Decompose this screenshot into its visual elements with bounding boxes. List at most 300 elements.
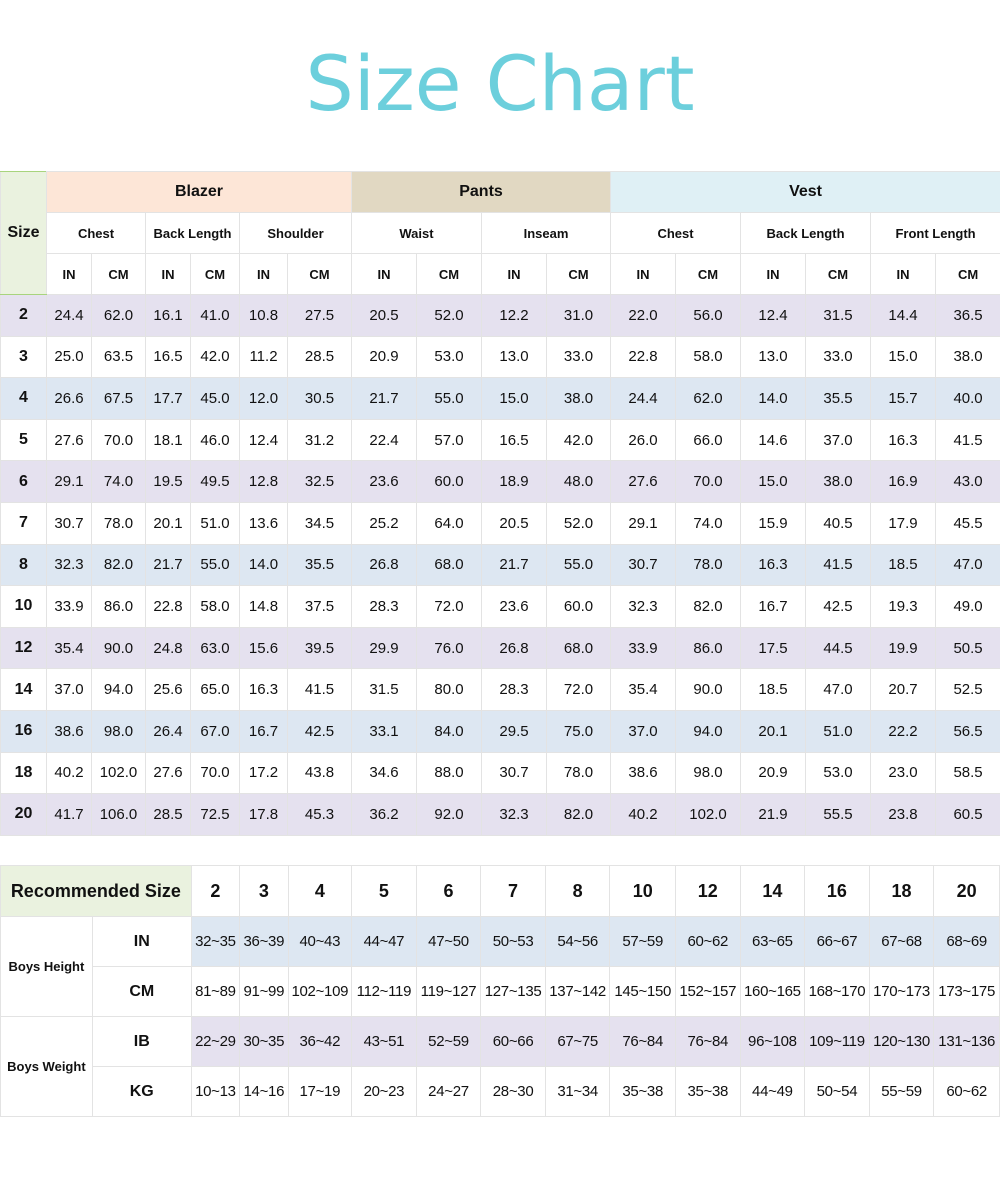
table-row bbox=[1, 669, 1000, 711]
measurement-cell: 40.5 bbox=[806, 502, 871, 544]
recommended-size-header: 14 bbox=[740, 866, 805, 917]
measurement-cell: 98.0 bbox=[92, 710, 146, 752]
measurement-cell: 17.7 bbox=[146, 378, 191, 420]
measurement-cell: 19.9 bbox=[871, 627, 936, 669]
pants-inseam-header: Inseam bbox=[482, 213, 611, 254]
measurement-cell: 72.5 bbox=[191, 794, 240, 836]
range-cell: 127~135 bbox=[481, 967, 546, 1017]
measurement-cell: 30.7 bbox=[611, 544, 676, 586]
unit-in-header: IN bbox=[871, 254, 936, 295]
range-cell: 35~38 bbox=[610, 1067, 676, 1117]
recommended-size-header: 12 bbox=[676, 866, 741, 917]
measurement-cell: 58.5 bbox=[936, 752, 1000, 794]
measurement-cell: 38.6 bbox=[611, 752, 676, 794]
boys-height-label: Boys Height bbox=[1, 917, 93, 1017]
measurement-cell: 41.5 bbox=[806, 544, 871, 586]
unit-label: CM bbox=[92, 967, 191, 1017]
measurement-cell: 37.0 bbox=[806, 419, 871, 461]
measurement-cell: 92.0 bbox=[417, 794, 482, 836]
range-cell: 76~84 bbox=[676, 1017, 741, 1067]
measurement-cell: 19.3 bbox=[871, 586, 936, 628]
measurement-cell: 32.5 bbox=[288, 461, 352, 503]
range-cell: 40~43 bbox=[288, 917, 352, 967]
table-row bbox=[1, 1067, 1000, 1117]
measurement-cell: 68.0 bbox=[417, 544, 482, 586]
measurement-cell: 90.0 bbox=[676, 669, 741, 711]
measurement-cell: 80.0 bbox=[417, 669, 482, 711]
measurement-cell: 14.8 bbox=[240, 586, 288, 628]
measurement-cell: 16.1 bbox=[146, 295, 191, 337]
measurement-cell: 17.5 bbox=[741, 627, 806, 669]
vest-group-header: Vest bbox=[611, 172, 1000, 213]
measurement-cell: 40.2 bbox=[47, 752, 92, 794]
measurement-cell: 11.2 bbox=[240, 336, 288, 378]
measurement-cell: 16.5 bbox=[482, 419, 547, 461]
measurement-cell: 52.5 bbox=[936, 669, 1000, 711]
recommended-size-title: Recommended Size bbox=[1, 866, 192, 917]
range-cell: 32~35 bbox=[191, 917, 239, 967]
measurement-cell: 72.0 bbox=[547, 669, 611, 711]
measurement-cell: 37.5 bbox=[288, 586, 352, 628]
measurement-cell: 37.0 bbox=[611, 710, 676, 752]
measurement-cell: 12.0 bbox=[240, 378, 288, 420]
measurement-cell: 94.0 bbox=[676, 710, 741, 752]
range-cell: 47~50 bbox=[416, 917, 481, 967]
measurement-cell: 25.6 bbox=[146, 669, 191, 711]
recommended-size-header: 8 bbox=[545, 866, 610, 917]
measurement-cell: 55.0 bbox=[417, 378, 482, 420]
range-cell: 91~99 bbox=[240, 967, 288, 1017]
measurement-cell: 35.4 bbox=[47, 627, 92, 669]
measurement-cell: 33.0 bbox=[547, 336, 611, 378]
table-row bbox=[1, 544, 1000, 586]
measurement-cell: 36.5 bbox=[936, 295, 1000, 337]
range-cell: 76~84 bbox=[610, 1017, 676, 1067]
measurement-cell: 32.3 bbox=[47, 544, 92, 586]
measurement-cell: 45.3 bbox=[288, 794, 352, 836]
measurement-cell: 78.0 bbox=[92, 502, 146, 544]
measurement-cell: 14.4 bbox=[871, 295, 936, 337]
measurement-cell: 14.6 bbox=[741, 419, 806, 461]
size-cell: 14 bbox=[1, 669, 47, 711]
range-cell: 96~108 bbox=[740, 1017, 805, 1067]
measurement-cell: 16.7 bbox=[240, 710, 288, 752]
measurement-cell: 36.2 bbox=[352, 794, 417, 836]
measurement-cell: 21.7 bbox=[352, 378, 417, 420]
measurement-cell: 98.0 bbox=[676, 752, 741, 794]
recommended-size-header: 5 bbox=[352, 866, 417, 917]
measurement-cell: 18.5 bbox=[741, 669, 806, 711]
measurement-cell: 35.5 bbox=[288, 544, 352, 586]
measurement-cell: 67.5 bbox=[92, 378, 146, 420]
measurement-cell: 41.0 bbox=[191, 295, 240, 337]
range-cell: 66~67 bbox=[805, 917, 870, 967]
measurement-cell: 27.6 bbox=[146, 752, 191, 794]
measurement-cell: 63.0 bbox=[191, 627, 240, 669]
measurement-cell: 27.6 bbox=[611, 461, 676, 503]
range-cell: 24~27 bbox=[416, 1067, 481, 1117]
boys-weight-label: Boys Weight bbox=[1, 1017, 93, 1117]
range-cell: 20~23 bbox=[352, 1067, 417, 1117]
measurement-cell: 58.0 bbox=[676, 336, 741, 378]
measurement-cell: 55.5 bbox=[806, 794, 871, 836]
table-row bbox=[1, 917, 1000, 967]
measurement-cell: 70.0 bbox=[191, 752, 240, 794]
range-cell: 131~136 bbox=[934, 1017, 1000, 1067]
measurement-cell: 13.0 bbox=[741, 336, 806, 378]
recommended-size-header: 10 bbox=[610, 866, 676, 917]
measurement-cell: 13.6 bbox=[240, 502, 288, 544]
measurement-cell: 90.0 bbox=[92, 627, 146, 669]
measurement-cell: 88.0 bbox=[417, 752, 482, 794]
unit-cm-header: CM bbox=[417, 254, 482, 295]
size-cell: 2 bbox=[1, 295, 47, 337]
measurement-cell: 20.7 bbox=[871, 669, 936, 711]
measurement-cell: 28.3 bbox=[482, 669, 547, 711]
range-cell: 57~59 bbox=[610, 917, 676, 967]
range-cell: 28~30 bbox=[481, 1067, 546, 1117]
measurement-cell: 49.5 bbox=[191, 461, 240, 503]
measurement-cell: 25.2 bbox=[352, 502, 417, 544]
unit-cm-header: CM bbox=[547, 254, 611, 295]
measurement-cell: 31.2 bbox=[288, 419, 352, 461]
vest-front-length-header: Front Length bbox=[871, 213, 1000, 254]
range-cell: 17~19 bbox=[288, 1067, 352, 1117]
unit-cm-header: CM bbox=[288, 254, 352, 295]
size-column-header: Size bbox=[1, 172, 47, 295]
measurement-cell: 44.5 bbox=[806, 627, 871, 669]
measurement-cell: 94.0 bbox=[92, 669, 146, 711]
measurement-cell: 24.4 bbox=[47, 295, 92, 337]
measurement-cell: 20.1 bbox=[146, 502, 191, 544]
unit-in-header: IN bbox=[352, 254, 417, 295]
unit-cm-header: CM bbox=[191, 254, 240, 295]
range-cell: 50~53 bbox=[481, 917, 546, 967]
recommended-size-header: 4 bbox=[288, 866, 352, 917]
range-cell: 43~51 bbox=[352, 1017, 417, 1067]
range-cell: 30~35 bbox=[240, 1017, 288, 1067]
measurement-cell: 70.0 bbox=[676, 461, 741, 503]
measurement-cell: 38.0 bbox=[806, 461, 871, 503]
measurement-cell: 23.6 bbox=[352, 461, 417, 503]
measurement-cell: 72.0 bbox=[417, 586, 482, 628]
measurement-cell: 68.0 bbox=[547, 627, 611, 669]
measurement-cell: 42.0 bbox=[191, 336, 240, 378]
measurement-cell: 13.0 bbox=[482, 336, 547, 378]
measurement-cell: 45.5 bbox=[936, 502, 1000, 544]
measurement-cell: 12.4 bbox=[741, 295, 806, 337]
recommended-size-header: 6 bbox=[416, 866, 481, 917]
measurement-cell: 65.0 bbox=[191, 669, 240, 711]
range-cell: 67~75 bbox=[545, 1017, 610, 1067]
measurement-cell: 102.0 bbox=[92, 752, 146, 794]
measurement-cell: 40.2 bbox=[611, 794, 676, 836]
measurement-cell: 55.0 bbox=[191, 544, 240, 586]
measurement-cell: 21.7 bbox=[482, 544, 547, 586]
measurement-cell: 48.0 bbox=[547, 461, 611, 503]
measurement-cell: 84.0 bbox=[417, 710, 482, 752]
size-cell: 10 bbox=[1, 586, 47, 628]
measurement-cell: 55.0 bbox=[547, 544, 611, 586]
measurement-cell: 39.5 bbox=[288, 627, 352, 669]
pants-waist-header: Waist bbox=[352, 213, 482, 254]
measurement-cell: 12.8 bbox=[240, 461, 288, 503]
measurement-cell: 53.0 bbox=[806, 752, 871, 794]
unit-label: IN bbox=[92, 917, 191, 967]
measurement-cell: 43.0 bbox=[936, 461, 1000, 503]
measurement-cell: 27.5 bbox=[288, 295, 352, 337]
measurement-cell: 63.5 bbox=[92, 336, 146, 378]
measurement-cell: 37.0 bbox=[47, 669, 92, 711]
recommended-size-table bbox=[0, 865, 1000, 1117]
pants-group-header: Pants bbox=[352, 172, 611, 213]
measurement-cell: 33.9 bbox=[611, 627, 676, 669]
vest-chest-header: Chest bbox=[611, 213, 741, 254]
unit-in-header: IN bbox=[611, 254, 676, 295]
measurement-cell: 45.0 bbox=[191, 378, 240, 420]
measurement-cell: 14.0 bbox=[240, 544, 288, 586]
measurement-cell: 24.4 bbox=[611, 378, 676, 420]
unit-label: IB bbox=[92, 1017, 191, 1067]
unit-in-header: IN bbox=[146, 254, 191, 295]
unit-cm-header: CM bbox=[936, 254, 1000, 295]
measurement-cell: 32.3 bbox=[482, 794, 547, 836]
range-cell: 109~119 bbox=[805, 1017, 870, 1067]
measurement-cell: 31.5 bbox=[806, 295, 871, 337]
measurement-cell: 15.0 bbox=[871, 336, 936, 378]
measurement-cell: 23.6 bbox=[482, 586, 547, 628]
measurement-cell: 28.3 bbox=[352, 586, 417, 628]
measurement-cell: 22.8 bbox=[611, 336, 676, 378]
measurement-cell: 29.9 bbox=[352, 627, 417, 669]
size-cell: 7 bbox=[1, 502, 47, 544]
measurement-cell: 12.4 bbox=[240, 419, 288, 461]
measurement-cell: 86.0 bbox=[676, 627, 741, 669]
measurement-cell: 26.8 bbox=[352, 544, 417, 586]
measurement-cell: 52.0 bbox=[417, 295, 482, 337]
measurement-cell: 29.1 bbox=[611, 502, 676, 544]
table-row bbox=[1, 378, 1000, 420]
measurement-cell: 30.7 bbox=[482, 752, 547, 794]
size-cell: 12 bbox=[1, 627, 47, 669]
range-cell: 160~165 bbox=[740, 967, 805, 1017]
measurement-cell: 51.0 bbox=[191, 502, 240, 544]
measurement-cell: 12.2 bbox=[482, 295, 547, 337]
range-cell: 137~142 bbox=[545, 967, 610, 1017]
measurement-cell: 20.5 bbox=[352, 295, 417, 337]
measurement-cell: 47.0 bbox=[806, 669, 871, 711]
measurement-cell: 64.0 bbox=[417, 502, 482, 544]
measurement-cell: 26.0 bbox=[611, 419, 676, 461]
measurement-cell: 31.5 bbox=[352, 669, 417, 711]
measurement-cell: 29.5 bbox=[482, 710, 547, 752]
measurement-cell: 20.9 bbox=[741, 752, 806, 794]
measurement-cell: 18.5 bbox=[871, 544, 936, 586]
measurement-cell: 30.5 bbox=[288, 378, 352, 420]
measurement-cell: 56.0 bbox=[676, 295, 741, 337]
unit-in-header: IN bbox=[482, 254, 547, 295]
measurement-cell: 21.9 bbox=[741, 794, 806, 836]
measurement-cell: 42.5 bbox=[288, 710, 352, 752]
measurement-cell: 16.3 bbox=[871, 419, 936, 461]
measurement-cell: 40.0 bbox=[936, 378, 1000, 420]
measurement-cell: 66.0 bbox=[676, 419, 741, 461]
table-row bbox=[1, 627, 1000, 669]
measurement-cell: 33.1 bbox=[352, 710, 417, 752]
measurement-cell: 16.7 bbox=[741, 586, 806, 628]
size-cell: 20 bbox=[1, 794, 47, 836]
range-cell: 54~56 bbox=[545, 917, 610, 967]
measurement-cell: 20.5 bbox=[482, 502, 547, 544]
measurement-cell: 47.0 bbox=[936, 544, 1000, 586]
table-row bbox=[1, 295, 1000, 337]
measurement-cell: 38.0 bbox=[936, 336, 1000, 378]
range-cell: 120~130 bbox=[869, 1017, 934, 1067]
unit-in-header: IN bbox=[741, 254, 806, 295]
range-cell: 35~38 bbox=[676, 1067, 741, 1117]
measurement-cell: 62.0 bbox=[676, 378, 741, 420]
measurement-cell: 86.0 bbox=[92, 586, 146, 628]
measurement-cell: 15.7 bbox=[871, 378, 936, 420]
size-cell: 5 bbox=[1, 419, 47, 461]
recommended-size-header: 2 bbox=[191, 866, 239, 917]
measurement-cell: 106.0 bbox=[92, 794, 146, 836]
recommended-size-header: 16 bbox=[805, 866, 870, 917]
size-chart-table bbox=[0, 171, 1000, 836]
measurement-cell: 70.0 bbox=[92, 419, 146, 461]
blazer-back-length-header: Back Length bbox=[146, 213, 240, 254]
unit-in-header: IN bbox=[240, 254, 288, 295]
size-cell: 8 bbox=[1, 544, 47, 586]
range-cell: 170~173 bbox=[869, 967, 934, 1017]
measurement-cell: 67.0 bbox=[191, 710, 240, 752]
measurement-cell: 15.0 bbox=[741, 461, 806, 503]
measurement-cell: 51.0 bbox=[806, 710, 871, 752]
measurement-cell: 41.7 bbox=[47, 794, 92, 836]
range-cell: 50~54 bbox=[805, 1067, 870, 1117]
table-row bbox=[1, 586, 1000, 628]
measurement-cell: 42.0 bbox=[547, 419, 611, 461]
range-cell: 60~62 bbox=[676, 917, 741, 967]
table-row bbox=[1, 794, 1000, 836]
unit-in-header: IN bbox=[47, 254, 92, 295]
measurement-cell: 17.9 bbox=[871, 502, 936, 544]
measurement-cell: 33.9 bbox=[47, 586, 92, 628]
measurement-cell: 24.8 bbox=[146, 627, 191, 669]
size-cell: 3 bbox=[1, 336, 47, 378]
measurement-cell: 21.7 bbox=[146, 544, 191, 586]
table-row bbox=[1, 502, 1000, 544]
measurement-cell: 60.0 bbox=[547, 586, 611, 628]
measurement-cell: 34.6 bbox=[352, 752, 417, 794]
measurement-cell: 53.0 bbox=[417, 336, 482, 378]
measurement-cell: 31.0 bbox=[547, 295, 611, 337]
range-cell: 119~127 bbox=[416, 967, 481, 1017]
range-cell: 168~170 bbox=[805, 967, 870, 1017]
measurement-cell: 62.0 bbox=[92, 295, 146, 337]
measurement-cell: 32.3 bbox=[611, 586, 676, 628]
range-cell: 63~65 bbox=[740, 917, 805, 967]
range-cell: 60~62 bbox=[934, 1067, 1000, 1117]
measurement-cell: 20.9 bbox=[352, 336, 417, 378]
table-row bbox=[1, 419, 1000, 461]
measurement-cell: 29.1 bbox=[47, 461, 92, 503]
blazer-shoulder-header: Shoulder bbox=[240, 213, 352, 254]
range-cell: 14~16 bbox=[240, 1067, 288, 1117]
unit-cm-header: CM bbox=[806, 254, 871, 295]
range-cell: 10~13 bbox=[191, 1067, 239, 1117]
range-cell: 145~150 bbox=[610, 967, 676, 1017]
measurement-cell: 20.1 bbox=[741, 710, 806, 752]
measurement-cell: 34.5 bbox=[288, 502, 352, 544]
measurement-cell: 38.6 bbox=[47, 710, 92, 752]
range-cell: 68~69 bbox=[934, 917, 1000, 967]
measurement-cell: 75.0 bbox=[547, 710, 611, 752]
measurement-cell: 26.4 bbox=[146, 710, 191, 752]
unit-cm-header: CM bbox=[92, 254, 146, 295]
measurement-cell: 74.0 bbox=[676, 502, 741, 544]
measurement-cell: 28.5 bbox=[288, 336, 352, 378]
measurement-cell: 28.5 bbox=[146, 794, 191, 836]
measurement-cell: 15.9 bbox=[741, 502, 806, 544]
size-cell: 4 bbox=[1, 378, 47, 420]
measurement-cell: 23.0 bbox=[871, 752, 936, 794]
table-row bbox=[1, 461, 1000, 503]
measurement-cell: 18.9 bbox=[482, 461, 547, 503]
range-cell: 60~66 bbox=[481, 1017, 546, 1067]
measurement-cell: 50.5 bbox=[936, 627, 1000, 669]
table-row bbox=[1, 967, 1000, 1017]
size-cell: 16 bbox=[1, 710, 47, 752]
range-cell: 36~42 bbox=[288, 1017, 352, 1067]
measurement-cell: 49.0 bbox=[936, 586, 1000, 628]
range-cell: 102~109 bbox=[288, 967, 352, 1017]
measurement-cell: 35.5 bbox=[806, 378, 871, 420]
range-cell: 52~59 bbox=[416, 1017, 481, 1067]
measurement-cell: 52.0 bbox=[547, 502, 611, 544]
table-row bbox=[1, 710, 1000, 752]
range-cell: 55~59 bbox=[869, 1067, 934, 1117]
measurement-cell: 60.5 bbox=[936, 794, 1000, 836]
size-cell: 18 bbox=[1, 752, 47, 794]
range-cell: 112~119 bbox=[352, 967, 417, 1017]
measurement-cell: 22.8 bbox=[146, 586, 191, 628]
measurement-cell: 26.8 bbox=[482, 627, 547, 669]
blazer-group-header: Blazer bbox=[47, 172, 352, 213]
measurement-cell: 57.0 bbox=[417, 419, 482, 461]
measurement-cell: 22.0 bbox=[611, 295, 676, 337]
unit-label: KG bbox=[92, 1067, 191, 1117]
measurement-cell: 60.0 bbox=[417, 461, 482, 503]
recommended-size-header: 20 bbox=[934, 866, 1000, 917]
measurement-cell: 26.6 bbox=[47, 378, 92, 420]
measurement-cell: 41.5 bbox=[936, 419, 1000, 461]
range-cell: 81~89 bbox=[191, 967, 239, 1017]
measurement-cell: 56.5 bbox=[936, 710, 1000, 752]
measurement-cell: 15.6 bbox=[240, 627, 288, 669]
recommended-size-header: 18 bbox=[869, 866, 934, 917]
measurement-cell: 23.8 bbox=[871, 794, 936, 836]
measurement-cell: 82.0 bbox=[92, 544, 146, 586]
table-row bbox=[1, 336, 1000, 378]
size-cell: 6 bbox=[1, 461, 47, 503]
measurement-cell: 102.0 bbox=[676, 794, 741, 836]
measurement-cell: 82.0 bbox=[676, 586, 741, 628]
vest-back-length-header: Back Length bbox=[741, 213, 871, 254]
measurement-cell: 22.2 bbox=[871, 710, 936, 752]
table-row bbox=[1, 1017, 1000, 1067]
measurement-cell: 16.3 bbox=[741, 544, 806, 586]
